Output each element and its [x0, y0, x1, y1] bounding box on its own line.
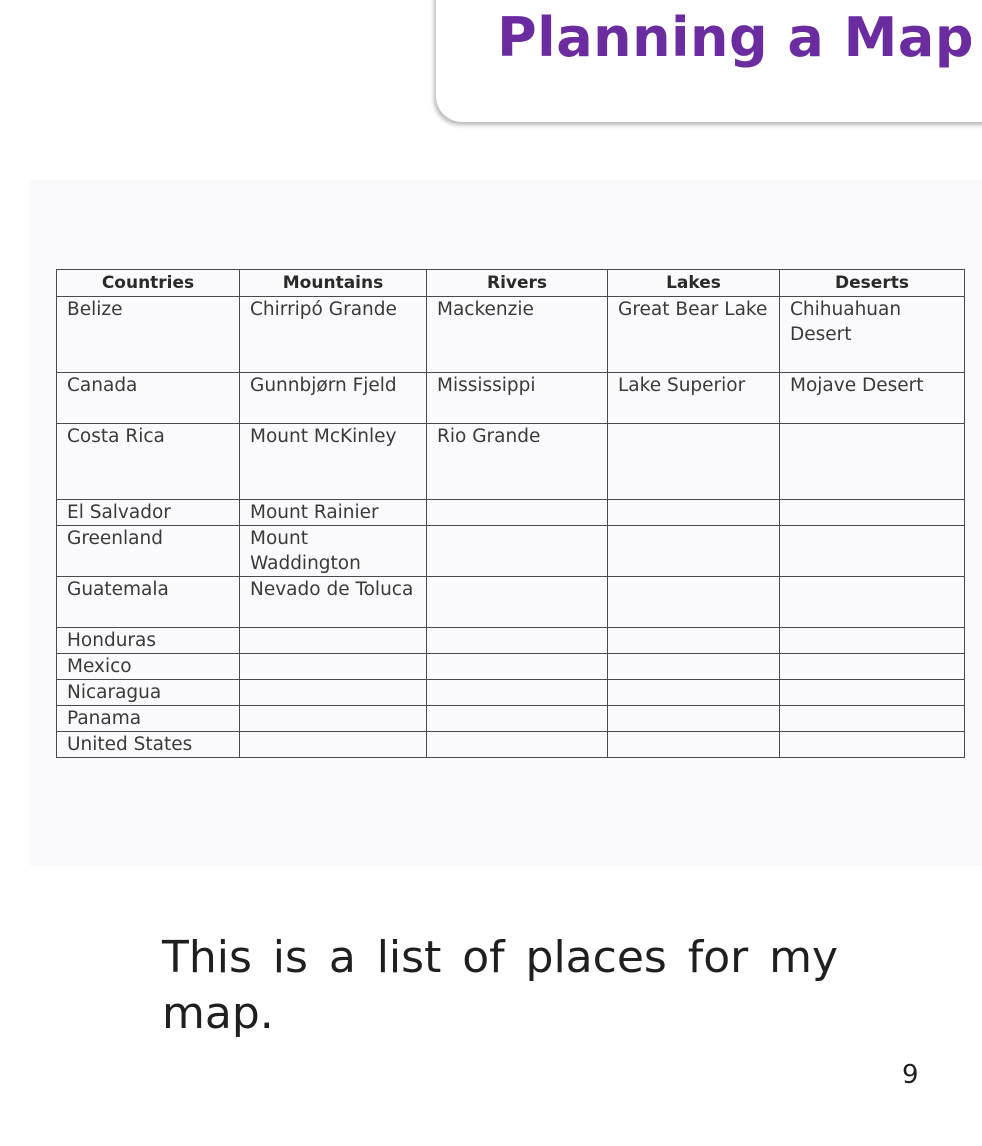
river-cell	[427, 680, 608, 706]
desert-cell	[780, 500, 965, 526]
country-cell: United States	[57, 732, 240, 758]
lake-cell	[608, 424, 780, 500]
country-cell: Guatemala	[57, 577, 240, 628]
mountain-cell	[240, 680, 427, 706]
country-cell: Honduras	[57, 628, 240, 654]
lake-cell	[608, 526, 780, 577]
table-row	[57, 373, 965, 424]
country-cell: Greenland	[57, 526, 240, 577]
table-header-row	[57, 270, 965, 297]
table-row	[57, 526, 965, 577]
country-cell: Nicaragua	[57, 680, 240, 706]
river-cell: Mackenzie	[427, 297, 608, 373]
table-row	[57, 628, 965, 654]
page-number: 9	[902, 1060, 919, 1090]
river-cell	[427, 526, 608, 577]
lake-cell	[608, 654, 780, 680]
lake-cell	[608, 577, 780, 628]
table-row	[57, 654, 965, 680]
lake-cell	[608, 706, 780, 732]
country-cell: Canada	[57, 373, 240, 424]
header-mountains: Mountains	[240, 270, 427, 297]
mountain-cell	[240, 706, 427, 732]
mountain-cell	[240, 654, 427, 680]
header-countries: Countries	[57, 270, 240, 297]
table-row	[57, 424, 965, 500]
country-cell: Costa Rica	[57, 424, 240, 500]
table-row	[57, 706, 965, 732]
table-row	[57, 297, 965, 373]
page-title: Planning a Map	[497, 6, 974, 69]
lake-cell	[608, 628, 780, 654]
desert-cell	[780, 706, 965, 732]
desert-cell	[780, 680, 965, 706]
country-cell: Mexico	[57, 654, 240, 680]
country-cell: El Salvador	[57, 500, 240, 526]
river-cell	[427, 577, 608, 628]
desert-cell	[780, 654, 965, 680]
lake-cell	[608, 500, 780, 526]
lake-cell	[608, 680, 780, 706]
river-cell	[427, 628, 608, 654]
mountain-cell: Mount Rainier	[240, 500, 427, 526]
desert-cell	[780, 732, 965, 758]
header-rivers: Rivers	[427, 270, 608, 297]
lake-cell: Great Bear Lake	[608, 297, 780, 373]
desert-cell: Mojave Desert	[780, 373, 965, 424]
places-table	[56, 269, 965, 758]
table-row	[57, 500, 965, 526]
lake-cell	[608, 732, 780, 758]
header-lakes: Lakes	[608, 270, 780, 297]
country-cell: Belize	[57, 297, 240, 373]
mountain-cell	[240, 732, 427, 758]
mountain-cell: Mount McKinley	[240, 424, 427, 500]
river-cell	[427, 732, 608, 758]
river-cell: Rio Grande	[427, 424, 608, 500]
lake-cell: Lake Superior	[608, 373, 780, 424]
country-cell: Panama	[57, 706, 240, 732]
table-row	[57, 577, 965, 628]
table-row	[57, 732, 965, 758]
mountain-cell: Nevado de Toluca	[240, 577, 427, 628]
river-cell	[427, 654, 608, 680]
table-row	[57, 680, 965, 706]
mountain-cell	[240, 628, 427, 654]
table-body	[57, 297, 965, 758]
river-cell	[427, 500, 608, 526]
desert-cell	[780, 577, 965, 628]
title-tab	[436, 0, 982, 122]
mountain-cell: Chirripó Grande	[240, 297, 427, 373]
desert-cell	[780, 424, 965, 500]
caption-text: This is a list of places for my map.	[162, 932, 838, 1039]
river-cell: Mississippi	[427, 373, 608, 424]
mountain-cell: Mount Waddington	[240, 526, 427, 577]
desert-cell: Chihuahuan Desert	[780, 297, 965, 373]
mountain-cell: Gunnbjørn Fjeld	[240, 373, 427, 424]
header-deserts: Deserts	[780, 270, 965, 297]
desert-cell	[780, 628, 965, 654]
desert-cell	[780, 526, 965, 577]
river-cell	[427, 706, 608, 732]
